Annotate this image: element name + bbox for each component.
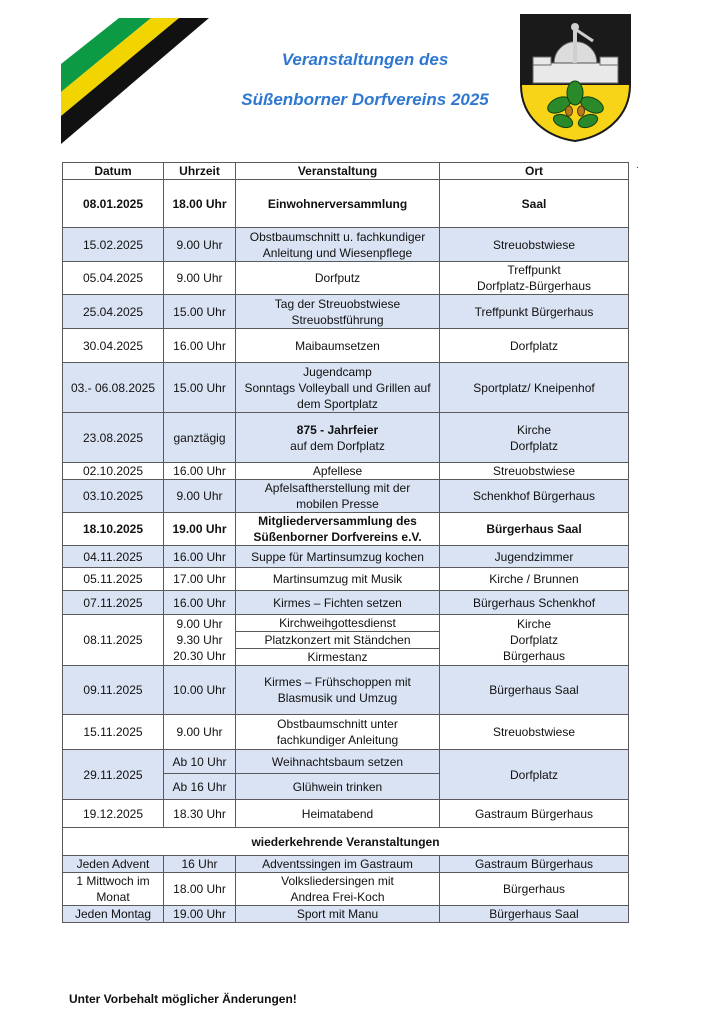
text-line: Apfellese [312,464,363,478]
cell-datum: 30.04.2025 [63,329,164,363]
text-line: Kirche [516,617,551,631]
text-line: Jugendcamp [303,364,372,379]
text-line: Suppe für Martinsumzug kochen [251,549,424,564]
cell-ort: Bürgerhaus [440,873,629,906]
cell-uhrzeit: 9.00 Uhr [164,262,236,295]
text-line: Adventssingen im Gastraum [262,857,413,871]
cell-ort [440,800,629,828]
text-line: Sport mit Manu [296,907,379,921]
cell-datum: 08.11.2025 [63,615,164,666]
cell-uhrzeit: Ab 10 Uhr [164,750,236,774]
text-line: auf dem Dorfplatz [290,438,385,453]
cell-uhrzeit: 10.00 Uhr [164,666,236,715]
cell-uhrzeit: 9.00 Uhr [164,228,236,262]
text-line: Dorfplatz [509,338,559,353]
cell-uhrzeit: 15.00 Uhr [164,295,236,329]
header-ort: Ort [440,163,629,180]
text-line: dem Sportplatz [297,396,378,411]
cell-veranstaltung [236,413,440,463]
text-line: Kirchweihgottesdienst [279,616,396,630]
text-line: Blasmusik und Umzug [277,691,398,705]
cell-ort: Gastraum Bürgerhaus [440,856,629,873]
text-line: Treffpunkt Bürgerhaus [474,304,594,319]
cell-datum: 25.04.2025 [63,295,164,329]
table-row [63,828,629,856]
cell-uhrzeit: 19.00 Uhr [164,906,236,923]
cell-datum: 08.01.2025 [63,180,164,228]
text-line: Streuobstwiese [492,237,576,252]
text-line: Bürgerhaus Schenkhof [472,595,596,610]
table-row [63,180,629,228]
cell-datum: 03.10.2025 [63,480,164,513]
table-row [63,463,629,480]
table-row [63,666,629,715]
cell-uhrzeit: 18.30 Uhr [164,800,236,828]
cell-veranstaltung [236,873,440,906]
footer-note: Unter Vorbehalt möglicher Änderungen! [69,992,297,1006]
text-line: Bürgerhaus Saal [486,522,582,536]
cell-veranstaltung [236,180,440,228]
text-line: Schenkhof Bürgerhaus [472,489,596,503]
text-line: Streuobstwiese [492,725,576,739]
table-row [63,856,629,873]
text-line: Obstbaumschnitt unter [277,717,398,731]
text-line: Kirche [516,422,551,437]
text-line: Bürgerhaus [502,649,566,663]
text-line: Martinsumzug mit Musik [272,572,403,586]
cell-datum: 15.02.2025 [63,228,164,262]
cell-ort [440,591,629,615]
cell-ort [440,413,629,463]
table-row [63,750,629,774]
cell-veranstaltung [236,568,440,591]
cell-veranstaltung [236,546,440,568]
table-row [63,568,629,591]
cell-datum: 15.11.2025 [63,715,164,750]
text-line: Kirmestanz [236,648,439,665]
flag-stripes-graphic [61,18,209,144]
cell-datum: 19.12.2025 [63,800,164,828]
cell-veranstaltung [236,906,440,923]
header-datum: Datum [63,163,164,180]
table-row [63,873,629,906]
text-line: Kirmes – Fichten setzen [273,595,402,610]
cell-uhrzeit [164,615,236,666]
cell-uhrzeit: 19.00 Uhr [164,513,236,546]
cell-ort [440,513,629,546]
text-line: Saal [521,196,547,211]
cell-datum: 04.11.2025 [63,546,164,568]
text-line: Jeden Advent [76,857,150,871]
text-line: Maibaumsetzen [295,338,380,353]
cell-uhrzeit: 16 Uhr [164,856,236,873]
cell-veranstaltung [236,463,440,480]
cell-uhrzeit: 16.00 Uhr [164,463,236,480]
cell-ort [440,262,629,295]
cell-uhrzeit: 16.00 Uhr [164,546,236,568]
text-line: Kirmes – Frühschoppen mit [264,675,411,689]
text-line: Volksliedersingen mit [281,874,394,888]
text-line: mobilen Presse [296,497,379,511]
cell-veranstaltung [236,363,440,413]
text-line: Streuobstführung [291,312,384,327]
text-line: Heimatabend [301,806,374,821]
cell-veranstaltung [236,591,440,615]
cell-ort [440,228,629,262]
text-line: fachkundiger Anleitung [276,733,399,747]
cell-uhrzeit: ganztägig [164,413,236,463]
text-line-bold: 875 - Jahrfeier [296,422,379,437]
cell-uhrzeit: 18.00 Uhr [164,180,236,228]
cell-datum: 07.11.2025 [63,591,164,615]
cell-uhrzeit: 9.00 Uhr [164,480,236,513]
event-schedule-table [62,162,629,923]
cell-datum: 05.04.2025 [63,262,164,295]
text-line: Streuobstwiese [492,464,576,478]
text-line: Einwohnerversammlung [267,196,408,211]
cell-ort [440,363,629,413]
page-title-line2: Süßenborner Dorfvereins 2025 [241,90,489,109]
table-row [63,363,629,413]
table-row [63,591,629,615]
text-line: Obstbaumschnitt u. fachkundiger [249,229,426,244]
text-line: Anleitung und Wiesenpflege [262,245,413,260]
text-line: Kirche / Brunnen [489,572,579,586]
cell-datum: 05.11.2025 [63,568,164,591]
cell-veranstaltung [236,513,440,546]
cell-datum [63,906,164,923]
text-line: Andrea Frei-Koch [290,890,385,904]
text-line: Apfelsaftherstellung mit der [264,481,411,495]
table-row [63,615,629,666]
cell-ort [440,715,629,750]
table-row [63,228,629,262]
cell-ort [440,463,629,480]
table-row [63,480,629,513]
cell-veranstaltung [236,615,440,666]
table-row [63,513,629,546]
table-row [63,262,629,295]
table-row [63,800,629,828]
text-line: 1 Mittwoch im [76,874,150,888]
cell-ort [440,295,629,329]
text-line: Jeden Montag [74,907,152,921]
cell-datum: 02.10.2025 [63,463,164,480]
text-line: Dorfplatz [509,438,559,453]
cell-ort [440,180,629,228]
cell-uhrzeit: 18.00 Uhr [164,873,236,906]
cell-uhrzeit: 16.00 Uhr [164,591,236,615]
text-line: 20.30 Uhr [173,649,226,663]
text-line: Platzkonzert mit Ständchen [236,631,439,648]
cell-veranstaltung [236,480,440,513]
cell-veranstaltung [236,228,440,262]
cell-ort: Bürgerhaus Saal [440,906,629,923]
cell-datum [63,856,164,873]
header-veranstaltung: Veranstaltung [236,163,440,180]
text-line: Treffpunkt [507,263,561,277]
cell-datum: 18.10.2025 [63,513,164,546]
table-row [63,413,629,463]
cell-datum: 23.08.2025 [63,413,164,463]
table-row [63,546,629,568]
text-line: 9.30 Uhr [176,633,223,647]
coat-of-arms-icon [519,13,632,143]
cell-veranstaltung [236,800,440,828]
table-row [63,329,629,363]
cell-ort [440,329,629,363]
text-line: Süßenborner Dorfvereins e.V. [253,530,422,544]
cell-veranstaltung: Weihnachtsbaum setzen [236,750,440,774]
text-line: Monat [96,890,130,904]
text-line: Sportplatz/ Kneipenhof [473,380,595,395]
text-line: Dorfplatz-Bürgerhaus [476,279,592,293]
text-line: Sonntags Volleyball und Grillen auf [244,380,431,395]
cell-datum: 09.11.2025 [63,666,164,715]
cell-ort [440,615,629,666]
cell-veranstaltung [236,715,440,750]
cell-veranstaltung [236,856,440,873]
text-line: Bürgerhaus Saal [489,683,579,697]
page-title-line1: Veranstaltungen des [281,50,449,69]
cell-ort [440,568,629,591]
cell-veranstaltung [236,295,440,329]
text-line: Gastraum Bürgerhaus [474,806,594,821]
text-line: Tag der Streuobstwiese [274,296,401,311]
cell-uhrzeit: 17.00 Uhr [164,568,236,591]
cell-uhrzeit: 15.00 Uhr [164,363,236,413]
cell-uhrzeit: 16.00 Uhr [164,329,236,363]
text-line: Dorfputz [314,271,361,285]
cell-datum [63,873,164,906]
cell-veranstaltung [236,666,440,715]
cell-uhrzeit: Ab 16 Uhr [164,774,236,800]
cell-veranstaltung [236,329,440,363]
table-row [63,295,629,329]
cell-ort [440,546,629,568]
cell-veranstaltung [236,262,440,295]
text-line: Mitgliederversammlung des [258,514,417,528]
header-uhrzeit: Uhrzeit [164,163,236,180]
table-row [63,715,629,750]
stray-dot: . [636,160,639,171]
cell-datum: 03.- 06.08.2025 [63,363,164,413]
cell-ort: Dorfplatz [440,750,629,800]
text-line: Jugendzimmer [494,549,574,564]
cell-ort [440,666,629,715]
cell-veranstaltung: Glühwein trinken [236,774,440,800]
recurring-section-title: wiederkehrende Veranstaltungen [63,828,629,856]
text-line: Dorfplatz [509,633,559,647]
cell-datum: 29.11.2025 [63,750,164,800]
text-line: 9.00 Uhr [176,617,223,631]
cell-ort [440,480,629,513]
cell-uhrzeit: 9.00 Uhr [164,715,236,750]
table-row [63,906,629,923]
